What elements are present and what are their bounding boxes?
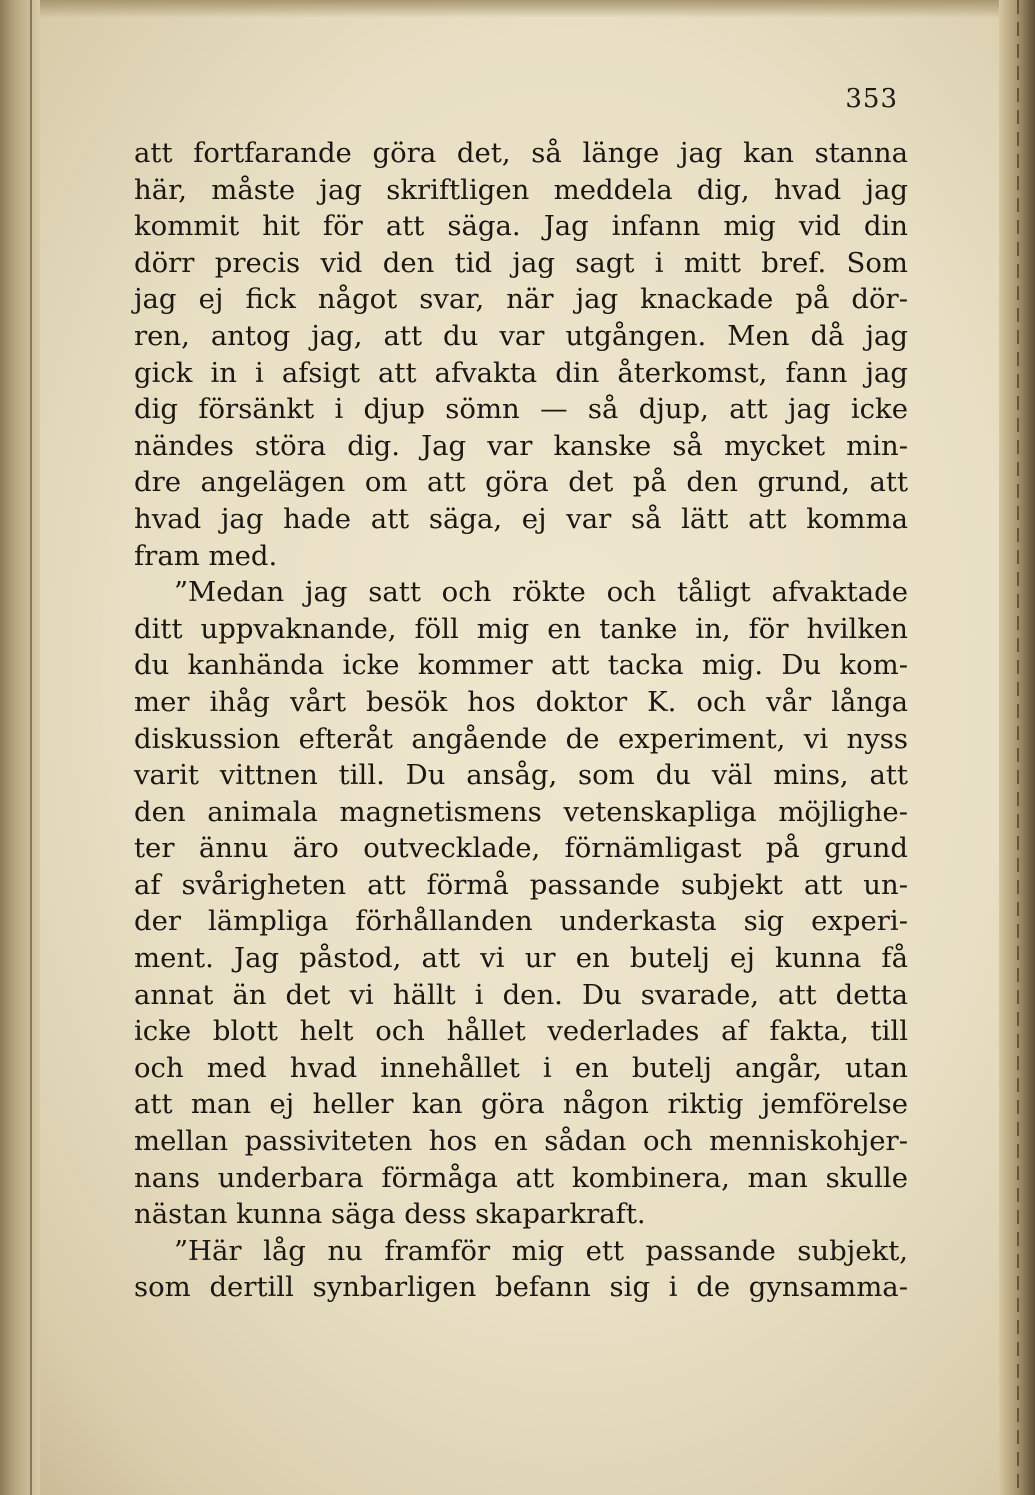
text-line: ter ännu äro outvecklade, förnämligast på grund [134, 832, 908, 865]
text-line: der lämpliga förhållanden underkasta sig experi- [134, 905, 908, 938]
text-line: den animala magnetismens vetenskapliga möjlighe- [134, 795, 908, 828]
text-line: ment. Jag påstod, att vi ur en butelj ej kunna få [134, 942, 908, 975]
text-line: nans underbara förmåga att kombinera, man skulle [134, 1161, 908, 1194]
text-line: ren, antog jag, att du var utgången. Men då jag [134, 319, 908, 352]
text-line: icke blott helt och hållet vederlades af fakta, till [134, 1015, 908, 1048]
text-line: dörr precis vid den tid jag sagt i mitt bref. Som [134, 246, 908, 279]
page-top-edge [0, 0, 1035, 18]
text-line: nändes störa dig. Jag var kanske så mycket min- [134, 429, 908, 462]
text-line: att fortfarande göra det, så länge jag kan stanna [134, 137, 908, 169]
page-number: 353 [845, 84, 898, 114]
text-line: du kanhända icke kommer att tacka mig. Du kom- [134, 649, 908, 682]
body-text [134, 135, 908, 1306]
text-line: varit vittnen till. Du ansåg, som du väl mins, att [134, 759, 908, 792]
text-line: ditt uppvaknande, föll mig en tanke in, för hvilken [134, 612, 908, 645]
binding-gutter [0, 0, 40, 1495]
text-line: jag ej fick något svar, när jag knackade på dör- [134, 283, 908, 316]
text-line: af svårigheten att förmå passande subjekt att un- [134, 868, 908, 901]
text-line: att man ej heller kan göra någon riktig jemförelse [134, 1088, 908, 1121]
text-line: ”Här låg nu framför mig ett passande subjekt, [174, 1234, 908, 1267]
text-line: gick in i afsigt att afvakta din återkomst, fann jag [134, 356, 908, 389]
text-line: dre angelägen om att göra det på den grund, att [134, 466, 908, 499]
page-right-edge [999, 0, 1035, 1495]
text-line: annat än det vi hällt i den. Du svarade, att detta [134, 978, 908, 1011]
text-line: nästan kunna säga dess skaparkraft. [134, 1198, 646, 1231]
text-line: som dertill synbarligen befann sig i de gynsamma- [134, 1271, 908, 1304]
text-line: dig försänkt i djup sömn — så djup, att jag icke [134, 393, 908, 426]
text-line: hvad jag hade att säga, ej var så lätt att komma [134, 502, 908, 535]
text-line: diskussion efteråt angående de experiment, vi nyss [134, 722, 908, 755]
text-line: kommit hit för att säga. Jag infann mig vid din [134, 210, 908, 243]
text-line: ”Medan jag satt och rökte och tåligt afvaktade [174, 576, 908, 609]
text-line: här, måste jag skriftligen meddela dig, hvad jag [134, 173, 908, 206]
text-line: fram med. [134, 539, 278, 572]
text-line: mellan passiviteten hos en sådan och menniskohjer- [134, 1125, 908, 1158]
text-line: mer ihåg vårt besök hos doktor K. och vår långa [134, 685, 908, 718]
text-line: och med hvad innehållet i en butelj angår, utan [134, 1051, 908, 1084]
